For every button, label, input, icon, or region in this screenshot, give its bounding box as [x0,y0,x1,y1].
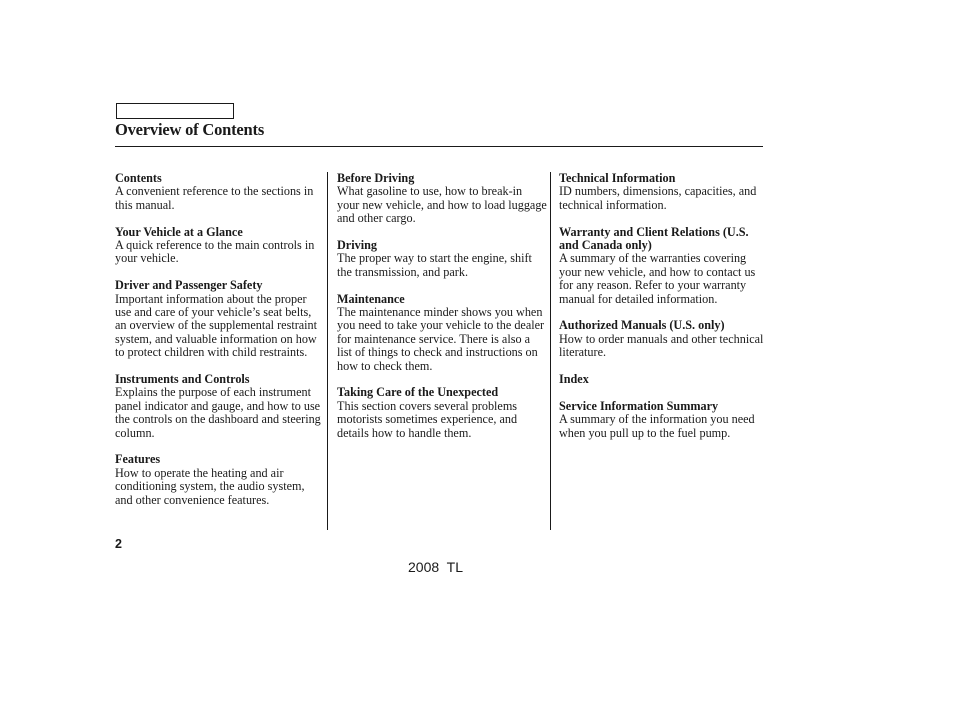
section-driving [337,239,547,279]
section-technical-information [559,172,765,212]
column-3 [559,172,765,453]
column-divider [550,172,551,530]
section-description: A quick reference to the main controls in your vehicle. [115,238,315,266]
column-1 [115,172,325,520]
section-vehicle-at-a-glance [115,226,325,266]
section-heading: Driving [337,238,377,253]
section-description: This section covers several problems motorists sometimes experience, and details how to handle them. [337,398,518,440]
section-heading: Warranty and Client Relations (U.S. and Canada only) [559,224,749,253]
section-driver-passenger-safety [115,279,325,359]
section-description: How to operate the heating and air conditioning system, the audio system, and other convenience features. [115,465,305,507]
section-description: The proper way to start the engine, shift the transmission, and park. [337,251,532,279]
section-heading: Taking Care of the Unexpected [337,385,499,400]
section-heading: Driver and Passenger Safety [115,278,263,293]
section-description: A summary of the information you need when you pull up to the fuel pump. [559,412,755,440]
section-heading: Contents [115,171,162,185]
section-description: How to order manuals and other technical literature. [559,331,764,360]
title-divider [115,146,763,147]
section-tab-box [116,103,234,119]
page-title: Overview of Contents [115,120,265,139]
section-warranty-client-relations [559,226,765,306]
column-2 [337,172,547,453]
section-description: A convenient reference to the sections in this manual. [115,184,314,212]
section-description: The maintenance minder shows you when you need to take your vehicle to the dealer for maintenance service. There is also a list of things to check and instructions on how to check them. [337,305,545,373]
section-description: A summary of the warranties covering your new vehicle, and how to contact us for any reason. Refer to your warranty manual for detailed information. [559,251,756,306]
section-features [115,453,325,507]
section-description: Important information about the proper use and care of your vehicle’s seat belts, an overview of the supplemental restraint system, and valuable information on how to protect children with child restraints. [115,291,318,360]
section-maintenance [337,293,547,373]
section-index [559,373,765,386]
section-description: Explains the purpose of each instrument panel indicator and gauge, and how to use the controls on the dashboard and steering column. [115,385,321,440]
section-heading: Authorized Manuals (U.S. only) [559,318,725,333]
column-divider [327,172,328,530]
section-heading: Instruments and Controls [115,372,250,387]
section-heading: Service Information Summary [559,398,719,413]
section-instruments-controls [115,373,325,440]
section-description: What gasoline to use, how to break-in your new vehicle, and how to load luggage and other cargo. [337,184,547,226]
page-number: 2 [115,537,122,551]
section-heading: Your Vehicle at a Glance [115,224,243,239]
footer-model-label: 2008 TL [408,559,464,575]
section-authorized-manuals [559,319,765,359]
section-service-information-summary [559,400,765,440]
section-contents [115,172,325,212]
section-taking-care-unexpected [337,386,547,440]
section-heading: Features [115,452,161,467]
section-description: ID numbers, dimensions, capacities, and technical information. [559,184,757,212]
section-heading: Maintenance [337,291,405,306]
section-heading: Technical Information [559,171,676,185]
section-before-driving [337,172,547,226]
section-heading: Before Driving [337,171,415,185]
section-heading: Index [559,372,589,387]
